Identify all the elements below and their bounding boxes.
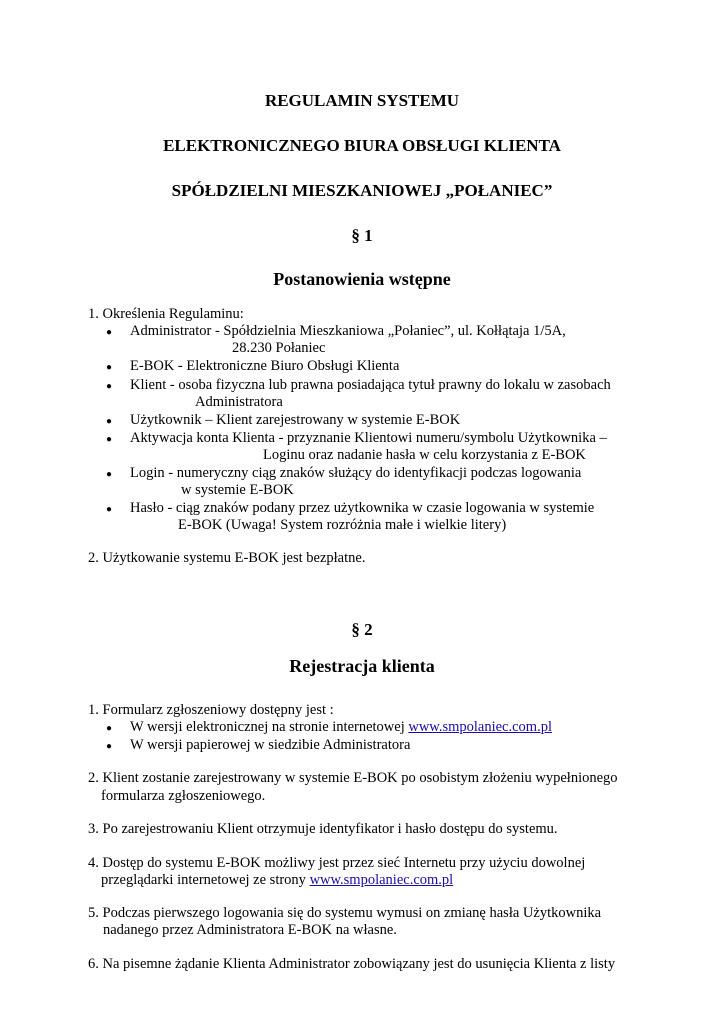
definition-administrator-cont: 28.230 Połaniec [232, 340, 326, 356]
s1-paragraph-1: 1. Określenia Regulaminu: [88, 306, 244, 322]
bullet-icon: ● [106, 416, 113, 427]
definition-administrator: Administrator - Spółdzielnia Mieszkaniowa „Połaniec”, ul. Kołłątaja 1/5A, [130, 323, 566, 339]
bullet-icon: ● [106, 362, 113, 373]
definition-haslo: Hasło - ciąg znaków podany przez użytkownika w czasie logowania w systemie [130, 500, 595, 516]
s2-paragraph-2: 2. Klient zostanie zarejestrowany w systemie E-BOK po osobistym złożeniu wypełnionego [88, 770, 618, 786]
definition-ebok: E-BOK - Elektroniczne Biuro Obsługi Klienta [130, 358, 400, 374]
s2-paragraph-4: 4. Dostęp do systemu E-BOK możliwy jest przez sieć Internetu przy użyciu dowolnej [88, 855, 586, 871]
section-1-heading: Postanowienia wstępne [273, 269, 451, 289]
s2-paragraph-1: 1. Formularz zgłoszeniowy dostępny jest : [88, 702, 334, 718]
definition-login-cont: w systemie E-BOK [181, 482, 294, 498]
bullet-icon: ● [106, 434, 113, 445]
s2-bullet-electronic [130, 719, 552, 736]
bullet-icon: ● [106, 504, 113, 515]
s2-paragraph-5-cont: nadanego przez Administratora E-BOK na własne. [103, 922, 397, 938]
definition-klient-cont: Administratora [195, 394, 283, 410]
section-2-heading: Rejestracja klienta [289, 656, 435, 676]
s2-bullet-electronic-text: W wersji elektronicznej na stronie internetowej [130, 719, 409, 735]
section-1-mark: § 1 [351, 226, 373, 245]
s2-paragraph-4-cont-text: przeglądarki internetowej ze strony [101, 872, 310, 888]
bullet-icon: ● [106, 469, 113, 480]
definition-haslo-cont: E-BOK (Uwaga! System rozróżnia małe i wielkie litery) [178, 517, 507, 533]
definition-aktywacja: Aktywacja konta Klienta - przyznanie Klientowi numeru/symbolu Użytkownika – [130, 430, 607, 446]
definition-klient: Klient - osoba fizyczna lub prawna posiadająca tytuł prawny do lokalu w zasobach [130, 377, 611, 393]
website-link[interactable]: www.smpolaniec.com.pl [408, 719, 552, 735]
bullet-icon: ● [106, 381, 113, 392]
bullet-icon: ● [106, 327, 113, 338]
definition-uzytkownik: Użytkownik – Klient zarejestrowany w systemie E-BOK [130, 412, 461, 428]
s1-paragraph-2: 2. Użytkowanie systemu E-BOK jest bezpłatne. [88, 550, 366, 566]
bullet-icon: ● [106, 741, 113, 752]
doc-title-line-3: SPÓŁDZIELNI MIESZKANIOWEJ „POŁANIEC” [171, 181, 553, 200]
bullet-icon: ● [106, 723, 113, 734]
s2-paragraph-4-cont [101, 872, 453, 889]
website-link[interactable]: www.smpolaniec.com.pl [309, 872, 454, 888]
doc-title-line-1: REGULAMIN SYSTEMU [264, 91, 460, 110]
definition-login: Login - numeryczny ciąg znaków służący do identyfikacji podczas logowania [130, 465, 582, 481]
doc-title-line-2: ELEKTRONICZNEGO BIURA OBSŁUGI KLIENTA [163, 136, 561, 155]
s2-paragraph-2-cont: formularza zgłoszeniowego. [101, 788, 266, 804]
definition-aktywacja-cont: Loginu oraz nadanie hasła w celu korzystania z E-BOK [263, 447, 586, 463]
s2-paragraph-6: 6. Na pisemne żądanie Klienta Administrator zobowiązany jest do usunięcia Klienta z listy [88, 956, 616, 972]
section-2-mark: § 2 [351, 620, 373, 639]
s2-paragraph-5: 5. Podczas pierwszego logowania się do systemu wymusi on zmianę hasła Użytkownika [88, 905, 602, 921]
s2-bullet-paper: W wersji papierowej w siedzibie Administratora [130, 737, 411, 753]
s2-paragraph-3: 3. Po zarejestrowaniu Klient otrzymuje identyfikator i hasło dostępu do systemu. [88, 821, 558, 837]
